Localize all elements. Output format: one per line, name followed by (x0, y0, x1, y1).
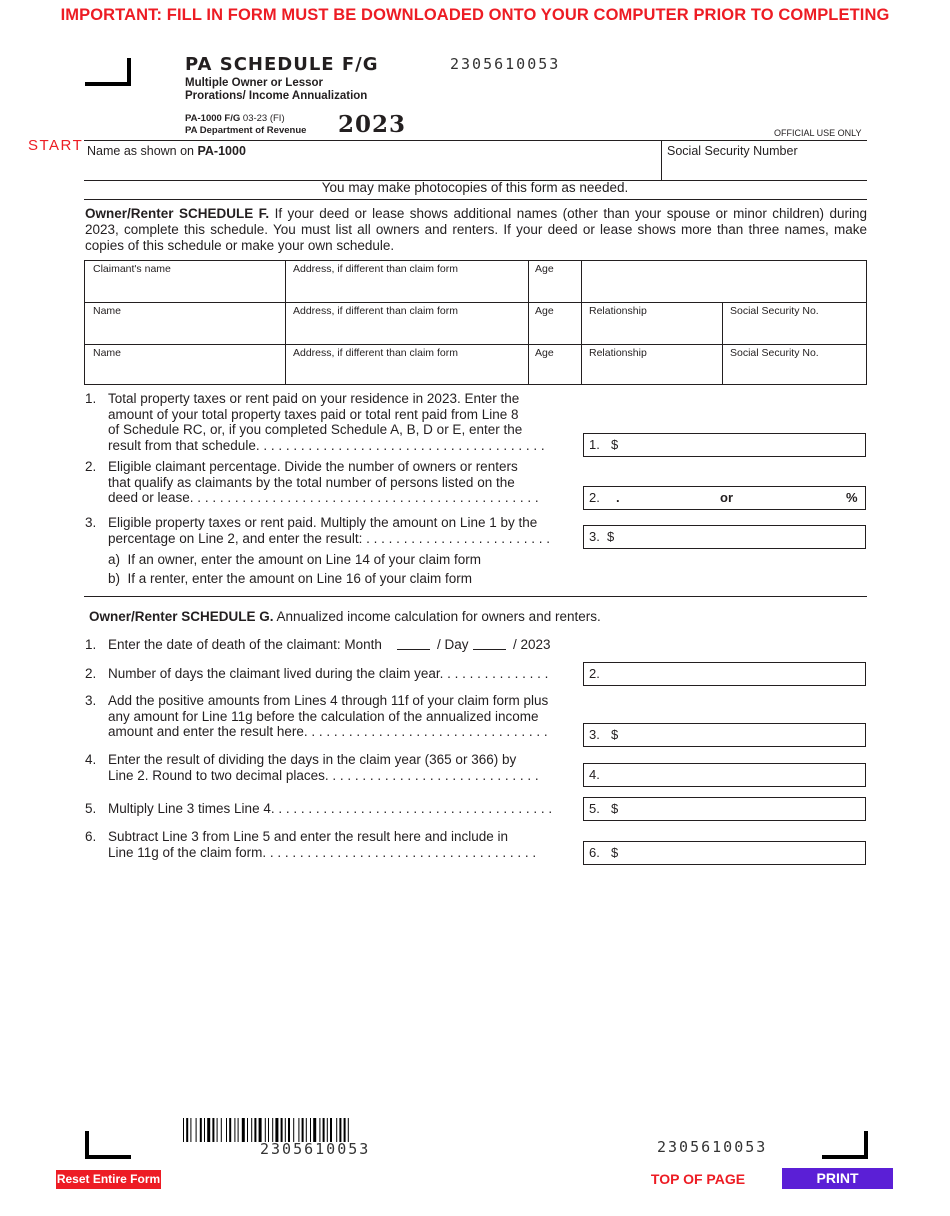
barcode-bar (242, 1118, 245, 1142)
owner3-age-cell[interactable]: Age (535, 347, 554, 359)
registration-mark-top-left (85, 58, 131, 86)
line-text: Line 2. Round to two decimal places. . . . . . . . . . . . . . . . . . . . . . . . . . . . . (108, 767, 539, 783)
schedule-f-heading: Owner/Renter SCHEDULE F. (85, 206, 270, 221)
box-number: 2. (589, 490, 600, 505)
line-text: that qualify as claimants by the total number of persons listed on the (108, 474, 515, 490)
line-text: result from that schedule. . . . . . . . . . . . . . . . . . . . . . . . . . . . . . . . . . . . . . . (108, 437, 545, 453)
registration-mark-bottom-right (822, 1131, 868, 1159)
barcode (183, 1118, 448, 1142)
line-text: amount of your total property taxes paid or total rent paid from Line 8 (108, 406, 519, 422)
barcode-bar (348, 1118, 349, 1142)
name-row-top-rule (84, 140, 867, 141)
barcode-bar (336, 1118, 337, 1142)
line-text: Total property taxes or rent paid on your residence in 2023. Enter the (108, 391, 520, 406)
g-line-5-field[interactable] (583, 797, 866, 821)
barcode-bar (238, 1118, 239, 1142)
barcode-bar (327, 1118, 328, 1142)
name-field[interactable] (87, 144, 657, 176)
ssn-field[interactable] (667, 144, 863, 176)
schedule-g-text: Annualized income calculation for owners and renters. (276, 609, 601, 624)
dollar-sign: $ (611, 845, 619, 860)
owner3-relationship-cell[interactable]: Relationship (589, 347, 647, 359)
top-of-page-link[interactable]: TOP OF PAGE (650, 1171, 746, 1187)
start-marker: START (28, 137, 84, 154)
claimant-extra-cell[interactable] (583, 263, 863, 301)
g-line-6-field[interactable] (583, 841, 866, 865)
box-number: 2. (589, 666, 600, 681)
barcode-bar (183, 1118, 184, 1142)
name-label-form: PA-1000 (197, 144, 246, 158)
barcode-bar (207, 1118, 210, 1142)
line-text: Eligible claimant percentage. Divide the number of owners or renters (108, 459, 518, 474)
line-text: Number of days the claimant lived during the claim year. . . . . . . . . . . . . . . (108, 666, 549, 681)
barcode-bar (229, 1118, 231, 1142)
barcode-bar (310, 1118, 311, 1142)
box-number: 3. (589, 727, 600, 742)
g-line-2-field[interactable] (583, 662, 866, 686)
barcode-number: 2305610053 (260, 1140, 371, 1158)
month-field[interactable] (397, 649, 430, 650)
line-3-sub-b: b) If a renter, enter the amount on Line 16 of your claim form (108, 571, 472, 586)
form-subtitle (185, 77, 367, 103)
line-text: percentage on Line 2, and enter the result: . . . . . . . . . . . . . . . . . . . . . . . . . (108, 530, 550, 546)
barcode-bar (212, 1118, 214, 1142)
line-text: deed or lease. . . . . . . . . . . . . . . . . . . . . . . . . . . . . . . . . . . . . . . . . . . . . . . (108, 490, 539, 505)
decimal-point: . (616, 490, 620, 505)
schedule-g-heading: Owner/Renter SCHEDULE G. (89, 609, 274, 624)
g-line-3-field[interactable] (583, 723, 866, 747)
line-text: Enter the result of dividing the days in the claim year (365 or 366) by (108, 752, 517, 767)
barcode-bar (221, 1118, 222, 1142)
form-revision: 03-23 (FI) (242, 113, 285, 124)
barcode-bar (298, 1118, 299, 1142)
line-1-amount-field[interactable] (583, 433, 866, 457)
day-field[interactable] (473, 649, 506, 650)
important-banner: IMPORTANT: FILL IN FORM MUST BE DOWNLOADED ONTO YOUR COMPUTER PRIOR TO COMPLETING (60, 6, 890, 24)
line-text: of Schedule RC, or, if you completed Schedule A, B, D or E, enter the (108, 422, 523, 437)
barcode-bar (196, 1118, 197, 1142)
line-text: amount and enter the result here. . . . . . . . . . . . . . . . . . . . . . . . . . . . . . . . . (108, 724, 548, 739)
barcode-bar (200, 1118, 202, 1142)
table-col-rule (528, 261, 529, 384)
box-number: 5. (589, 801, 600, 816)
document-code: 2305610053 (450, 55, 561, 73)
owner2-age-cell[interactable]: Age (535, 305, 554, 317)
table-col-rule (285, 261, 286, 384)
percent-sign: % (846, 490, 858, 505)
photocopy-rule (84, 199, 867, 200)
tax-year: 2023 (338, 111, 407, 138)
subtitle-line-2: Prorations/ Income Annualization (185, 90, 368, 102)
owner3-address-cell[interactable]: Address, if different than claim form (293, 347, 458, 359)
date-of-death-label: Enter the date of death of the claimant: Month (108, 637, 382, 652)
barcode-bar (275, 1118, 278, 1142)
claimant-address-cell[interactable]: Address, if different than claim form (293, 263, 458, 275)
line-2-percentage-field[interactable] (583, 486, 866, 510)
dollar-sign: $ (611, 437, 619, 452)
barcode-bar (330, 1118, 332, 1142)
barcode-bar (281, 1118, 283, 1142)
barcode-bar (285, 1118, 286, 1142)
day-label: / Day (437, 637, 469, 652)
line-text: Line 11g of the claim form. . . . . . . . . . . . . . . . . . . . . . . . . . . . . . . . . . . . . (108, 844, 537, 860)
form-id: PA-1000 F/G (185, 113, 241, 124)
table-col-rule (581, 261, 582, 384)
box-number: 3. (589, 529, 600, 544)
line-text: Add the positive amounts from Lines 4 through 11f of your claim form plus (108, 693, 549, 708)
owner2-name-cell[interactable]: Name (93, 305, 122, 317)
ssn-label: Social Security Number (667, 144, 798, 158)
form-title: PA SCHEDULE F/G (185, 54, 379, 75)
line-text: any amount for Line 11g before the calculation of the annualized income (108, 708, 539, 724)
form-id-block (185, 113, 306, 137)
barcode-bar (247, 1118, 248, 1142)
owner3-name-cell[interactable]: Name (93, 347, 122, 359)
official-use-label: OFFICIAL USE ONLY (774, 128, 862, 138)
schedule-g-intro (89, 609, 601, 624)
barcode-bar (251, 1118, 252, 1142)
subtitle-line-1: Multiple Owner or Lessor (185, 77, 324, 89)
barcode-bar (226, 1118, 227, 1142)
barcode-bar (190, 1118, 191, 1142)
box-number: 4. (589, 767, 600, 782)
barcode-bar (344, 1118, 346, 1142)
registration-mark-bottom-left (85, 1131, 131, 1159)
box-number: 6. (589, 845, 600, 860)
table-col-rule (722, 302, 723, 384)
barcode-bar (339, 1118, 341, 1142)
dollar-sign: $ (607, 529, 615, 544)
barcode-bar (313, 1118, 316, 1142)
department: PA Department of Revenue (185, 125, 307, 136)
name-row-divider (661, 140, 662, 180)
schedule-f-text: If your deed or lease shows additional names (other than your spouse or minor children) during 2023, complete this schedule. You must list all owners and renters. If your deed or lease shows more than three names, make copies of this schedule or make your own schedule. (85, 206, 868, 253)
line-3-amount-field[interactable] (583, 525, 866, 549)
line-text: Multiply Line 3 times Line 4. . . . . . . . . . . . . . . . . . . . . . . . . . . . . . . . . . . . . . (108, 801, 553, 816)
barcode-bar (319, 1118, 320, 1142)
barcode-bar (204, 1118, 205, 1142)
section-divider (84, 596, 867, 597)
print-button[interactable]: PRINT (782, 1168, 893, 1189)
table-rule (85, 302, 866, 303)
barcode-bar (306, 1118, 307, 1142)
line-text: Eligible property taxes or rent paid. Multiply the amount on Line 1 by the (108, 515, 538, 530)
dollar-sign: $ (611, 801, 619, 816)
barcode-bar (268, 1118, 269, 1142)
table-rule (85, 344, 866, 345)
owners-table (84, 260, 867, 385)
barcode-bar (302, 1118, 304, 1142)
barcode-bar (254, 1118, 256, 1142)
reset-form-button[interactable]: Reset Entire Form (56, 1170, 161, 1189)
owner2-ssn-cell[interactable]: Social Security No. (730, 305, 819, 317)
dollar-sign: $ (611, 727, 619, 742)
year-label: / 2023 (513, 637, 551, 652)
or-label: or (720, 490, 733, 505)
barcode-bar (323, 1118, 325, 1142)
line-text: Subtract Line 3 from Line 5 and enter the result here and include in (108, 829, 509, 844)
claimant-age-cell[interactable]: Age (535, 263, 554, 275)
barcode-bar (186, 1118, 188, 1142)
name-label: Name as shown on (87, 144, 198, 158)
line-3-sub-a: a) If an owner, enter the amount on Line 14 of your claim form (108, 552, 481, 567)
barcode-bar (265, 1118, 266, 1142)
barcode-bar (272, 1118, 273, 1142)
barcode-bar (234, 1118, 235, 1142)
barcode-bar (288, 1118, 290, 1142)
g-line-4-field[interactable] (583, 763, 866, 787)
owner2-relationship-cell[interactable]: Relationship (589, 305, 647, 317)
claimant-name-cell[interactable]: Claimant's name (93, 263, 171, 275)
footer-document-code: 2305610053 (657, 1138, 768, 1156)
schedule-f-intro (85, 206, 867, 254)
owner3-ssn-cell[interactable]: Social Security No. (730, 347, 819, 359)
barcode-bar (293, 1118, 294, 1142)
owner2-address-cell[interactable]: Address, if different than claim form (293, 305, 458, 317)
photocopy-note: You may make photocopies of this form as needed. (321, 180, 629, 195)
box-number: 1. (589, 437, 600, 452)
barcode-bar (259, 1118, 262, 1142)
barcode-bar (217, 1118, 218, 1142)
